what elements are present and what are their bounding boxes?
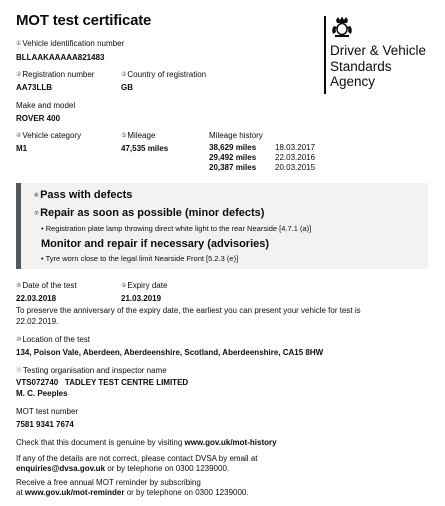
royal-crest-icon xyxy=(330,16,354,38)
preserve-note-line-1: To preserve the anniversary of the expiry date, the earliest you can present your vehicle for test is xyxy=(16,306,361,315)
country-number-marker: ③ xyxy=(121,72,127,78)
registration-label xyxy=(16,70,94,80)
country-value: GB xyxy=(121,83,133,92)
test-number-label: MOT test number xyxy=(16,407,79,416)
advisories-heading: Monitor and repair if necessary (advisories) xyxy=(41,238,270,250)
registration-label-text: Registration number xyxy=(22,70,95,79)
country-label-text: Country of registration xyxy=(127,70,207,79)
testing-org-label-text: Testing organisation and inspector name xyxy=(23,366,167,375)
testing-org-number-marker: ⑪ xyxy=(16,368,23,374)
testing-org-line-1: VTS072740 TADLEY TEST CENTRE LIMITED xyxy=(16,378,189,387)
location-value: 134, Poison Vale, Aberdeen, Aberdeenshire, Scotland, Aberdeenshire, CA15 8HW xyxy=(16,348,324,357)
minor-defect-item: • Registration plate lamp throwing direct white light to the rear Nearside [4.7.1 (a)] xyxy=(41,224,312,233)
expiry-date-label-text: Expiry date xyxy=(127,281,168,290)
mileage-value: 47,535 miles xyxy=(121,144,169,153)
reminder-line-2-rest: or by telephone on 0300 1239000. xyxy=(124,488,249,497)
agency-name-line-1: Driver & Vehicle xyxy=(330,43,427,58)
test-date-number-marker: ⑧ xyxy=(16,283,22,289)
test-date-label-text: Date of the test xyxy=(22,281,77,290)
expiry-date-label xyxy=(121,281,167,291)
history-date: 18.03.2017 xyxy=(275,143,316,152)
minor-defects-heading xyxy=(34,207,264,220)
category-number-marker: ④ xyxy=(16,133,22,139)
mileage-label xyxy=(121,131,155,141)
location-number-marker: ⑩ xyxy=(16,337,22,343)
dvsa-email-link[interactable]: enquiries@dvsa.gov.uk xyxy=(16,464,106,473)
reminder-line-2 xyxy=(16,488,249,498)
expiry-date-number-marker: ⑨ xyxy=(121,283,127,289)
contact-line-1: If any of the details are not correct, please contact DVSA by email at xyxy=(16,454,258,463)
category-label xyxy=(16,131,81,141)
mileage-history-label: Mileage history xyxy=(209,131,263,140)
vin-number-marker: ① xyxy=(16,41,22,47)
make-model-value: ROVER 400 xyxy=(16,114,61,123)
certificate-title: MOT test certificate xyxy=(16,12,152,29)
mileage-history-list xyxy=(209,143,315,173)
history-miles: 20,387 miles xyxy=(209,163,257,172)
mileage-history-row xyxy=(209,163,315,173)
agency-name-line-2: Standards xyxy=(330,58,392,74)
mileage-history-row xyxy=(209,143,315,153)
location-label-text: Location of the test xyxy=(22,335,90,344)
category-label-text: Vehicle category xyxy=(22,131,82,140)
category-value: M1 xyxy=(16,144,28,153)
expiry-date-value: 21.03.2019 xyxy=(121,294,162,303)
preserve-note-line-2: 22.02.2019. xyxy=(16,317,59,326)
test-date-label xyxy=(16,281,77,291)
logo-divider xyxy=(324,16,326,94)
result-heading-text: Pass with defects xyxy=(40,189,133,201)
mot-history-link[interactable]: www.gov.uk/mot-history xyxy=(184,438,277,447)
minor-defects-heading-text: Repair as soon as possible (minor defects) xyxy=(40,207,265,219)
location-label xyxy=(16,335,90,345)
genuine-check-prefix: Check that this document is genuine by visiting xyxy=(16,438,185,447)
history-miles: 38,629 miles xyxy=(209,143,257,152)
vin-value: BLLAAKAAAAA821483 xyxy=(16,53,105,62)
agency-name xyxy=(330,43,426,90)
registration-number-marker: ② xyxy=(16,72,22,78)
inspector-name: M. C. Peeples xyxy=(16,389,68,398)
result-number-marker: ⑥ xyxy=(34,193,40,199)
result-heading xyxy=(34,189,132,202)
country-label xyxy=(121,70,206,80)
make-model-label: Make and model xyxy=(16,101,76,110)
test-number-value: 7581 9341 7674 xyxy=(16,420,74,429)
mot-reminder-link[interactable]: www.gov.uk/mot-reminder xyxy=(24,488,125,497)
history-date: 20.03.2015 xyxy=(275,163,316,172)
minor-number-marker: ⑦ xyxy=(34,211,40,217)
advisory-item: • Tyre worn close to the legal limit Nearside Front [5.2.3 (e)] xyxy=(41,254,239,263)
mileage-label-text: Mileage xyxy=(127,131,156,140)
reminder-line-1: Receive a free annual MOT reminder by subscribing xyxy=(16,478,201,487)
vin-label-text: Vehicle identification number xyxy=(22,39,125,48)
reminder-prefix: at xyxy=(16,488,25,497)
genuine-check-text xyxy=(16,438,277,448)
history-miles: 29,492 miles xyxy=(209,153,257,162)
mileage-history-row xyxy=(209,153,315,163)
contact-line-2-rest: or by telephone on 0300 1239000. xyxy=(105,464,230,473)
registration-value: AA73LLB xyxy=(16,83,53,92)
agency-name-line-3: Agency xyxy=(330,74,376,89)
testing-org-label xyxy=(16,366,167,376)
test-result-panel xyxy=(16,183,428,269)
contact-line-2 xyxy=(16,464,229,474)
mileage-number-marker: ⑤ xyxy=(121,133,127,139)
vin-label xyxy=(16,39,124,49)
test-date-value: 22.03.2018 xyxy=(16,294,57,303)
history-date: 22.03.2016 xyxy=(275,153,316,162)
